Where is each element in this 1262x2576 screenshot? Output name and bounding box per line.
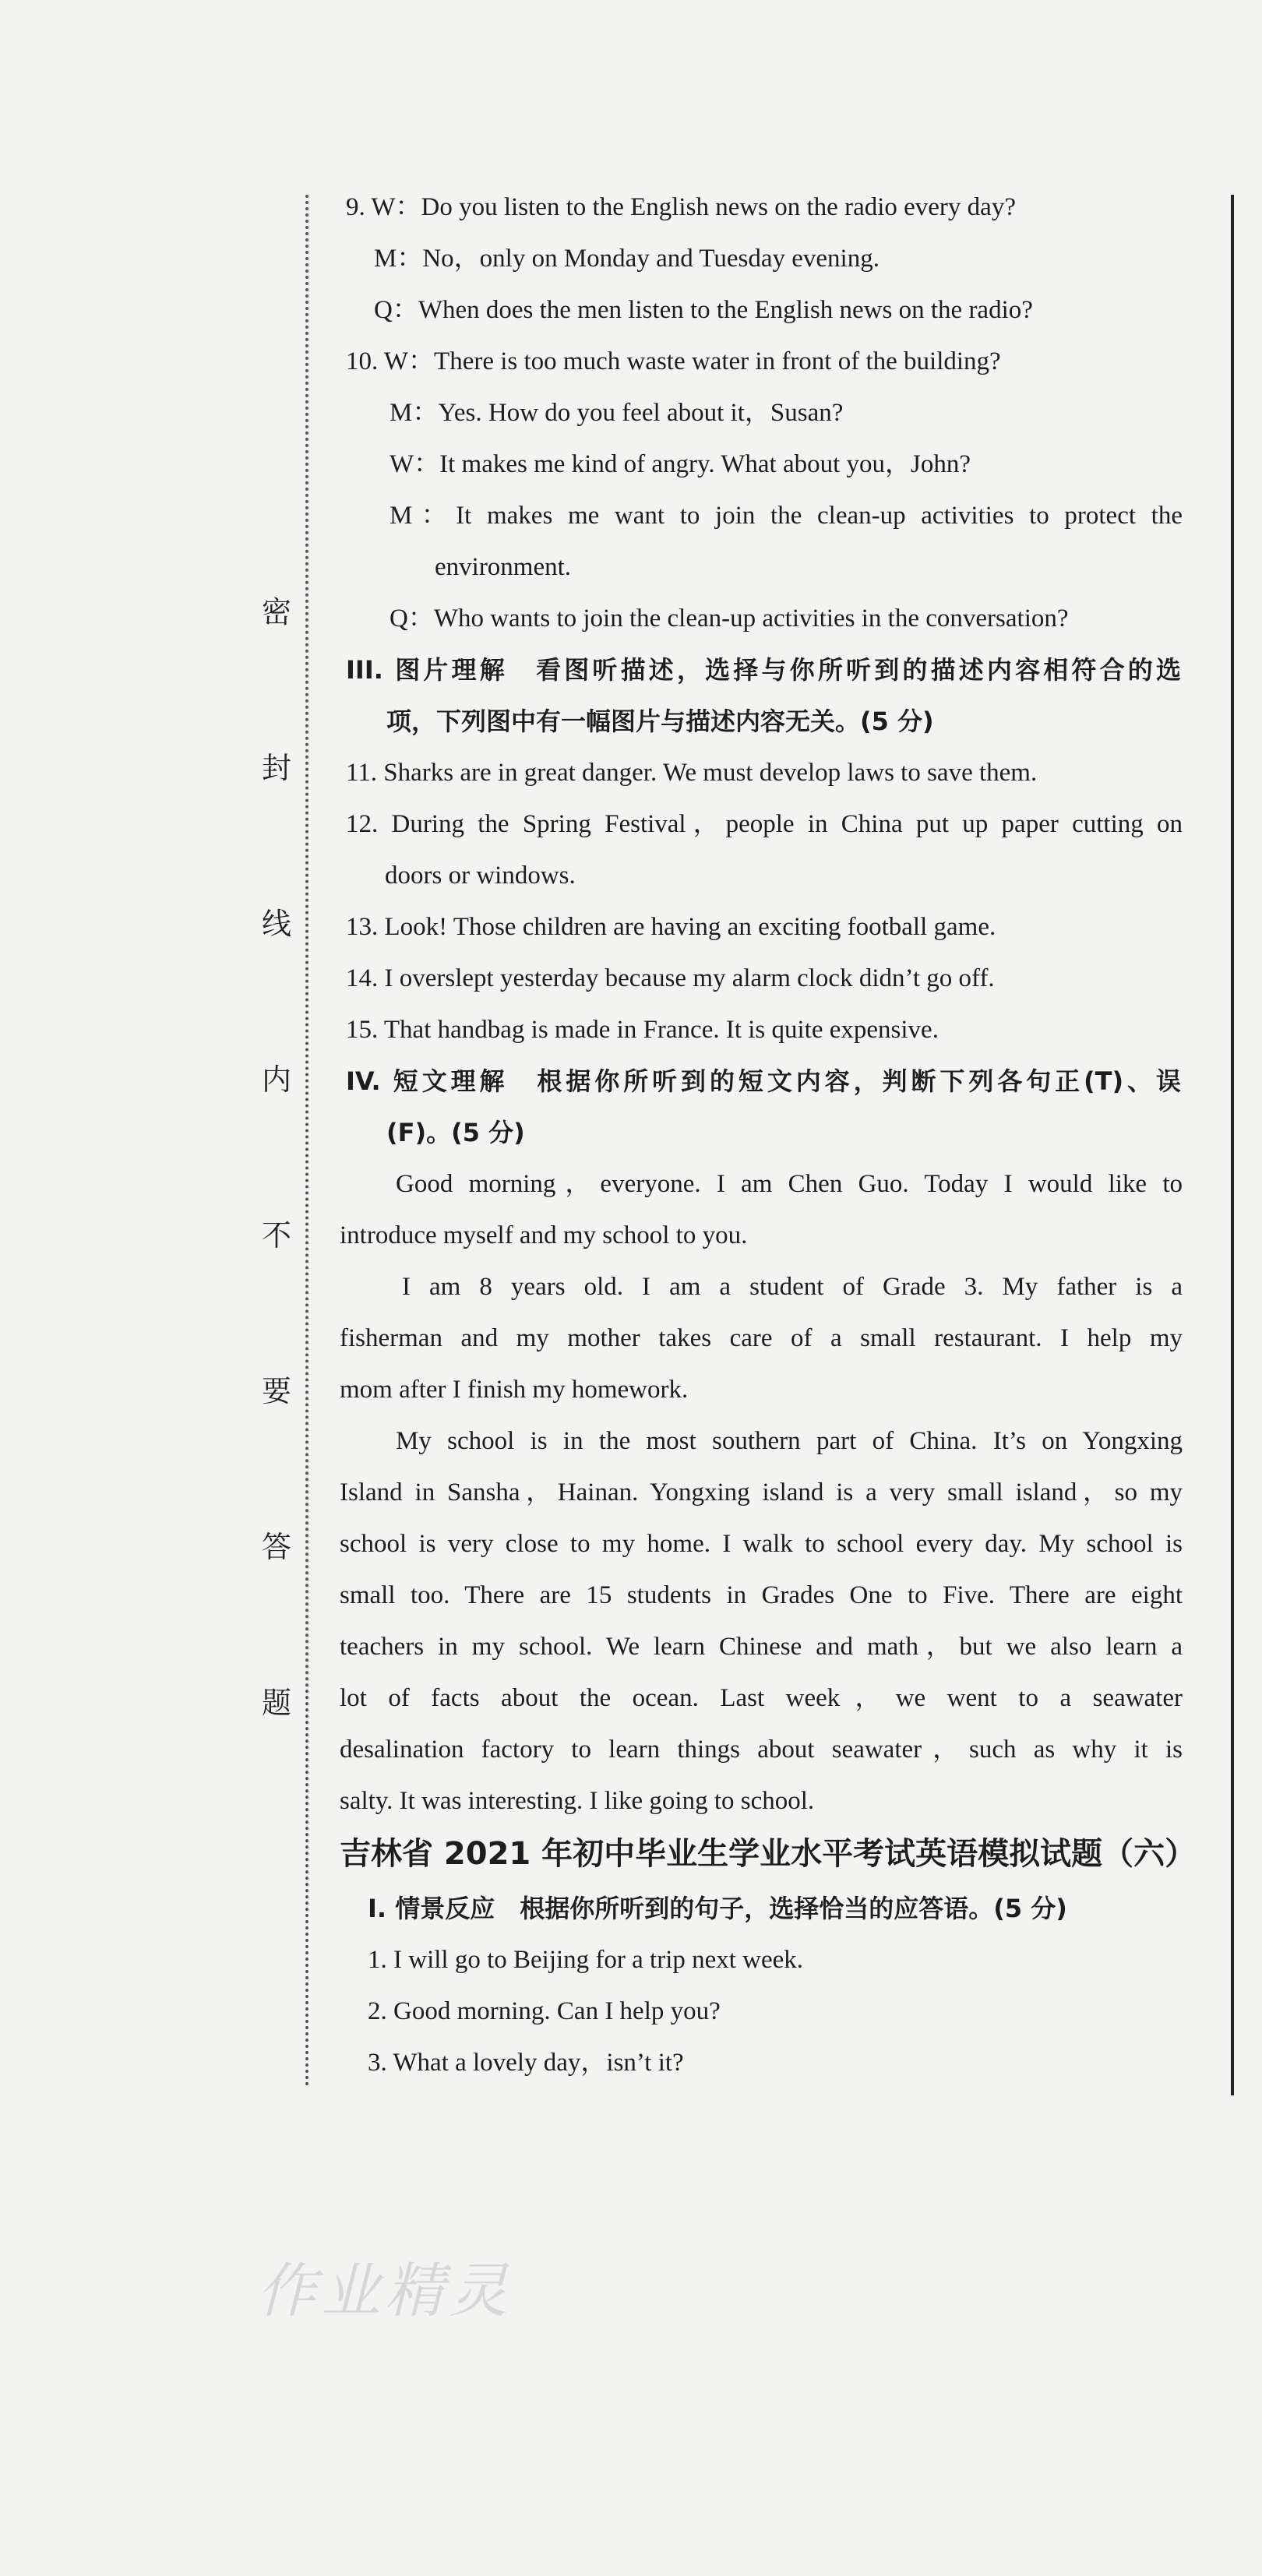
passage-line: introduce myself and my school to you. [340, 1221, 748, 1249]
item-line: 1. I will go to Beijing for a trip next week. [368, 1946, 804, 1974]
passage-line: school is very close to my home. I walk to school every day. My school is [340, 1530, 1183, 1558]
passage-line: small too. There are 15 students in Grades One to Five. There are eight [340, 1581, 1183, 1609]
seal-char: 密 [261, 595, 291, 629]
question-line: Q：Who wants to join the clean-up activities in the conversation? [390, 604, 1069, 633]
section-heading: (F)。(5 分) [386, 1118, 525, 1147]
passage-line: fisherman and my mother takes care of a small restaurant. I help my [340, 1324, 1183, 1352]
seal-char: 内 [261, 1062, 291, 1097]
item-line: 2. Good morning. Can I help you? [368, 1997, 721, 2025]
section-heading: IV. 短文理解 根据你所听到的短文内容，判断下列各句正(T)、误 [346, 1066, 1181, 1096]
passage-line: teachers in my school. We learn Chinese and math，but we also learn a [340, 1633, 1183, 1661]
passage-line: Good morning，everyone. I am Chen Guo. Today I would like to [396, 1170, 1183, 1198]
passage-line: Island in Sansha，Hainan. Yongxing island is a very small island，so my [340, 1478, 1183, 1506]
dialogue-line: M：No，only on Monday and Tuesday evening. [374, 245, 880, 273]
passage-line: My school is in the most southern part of China. It’s on Yongxing [396, 1427, 1183, 1455]
dialogue-line: W：It makes me kind of angry. What about you，John? [390, 450, 971, 478]
question-line: Q：When does the men listen to the English news on the radio? [374, 296, 1033, 324]
dialogue-line: 9. W：Do you listen to the English news on the radio every day? [346, 193, 1016, 221]
seal-dotted-line [305, 195, 308, 2088]
section-heading: I. 情景反应 根据你所听到的句子，选择恰当的应答语。(5 分) [368, 1894, 1067, 1923]
item-line: 11. Sharks are in great danger. We must develop laws to save them. [346, 759, 1038, 787]
seal-char: 题 [261, 1686, 291, 1720]
item-line: 13. Look! Those children are having an exciting football game. [346, 913, 996, 941]
item-line: 3. What a lovely day，isn’t it? [368, 2049, 684, 2077]
dialogue-line: M：It makes me want to join the clean-up activities to protect the [390, 502, 1183, 530]
seal-char: 封 [261, 751, 291, 785]
section-heading: III. 图片理解 看图听描述，选择与你所听到的描述内容相符合的选 [346, 655, 1181, 685]
passage-line: lot of facts about the ocean. Last week，we went to a seawater [340, 1684, 1183, 1712]
seal-char: 要 [261, 1374, 291, 1408]
passage-line: I am 8 years old. I am a student of Grade 3. My father is a [402, 1273, 1183, 1301]
item-line: doors or windows. [385, 862, 576, 890]
seal-char: 不 [261, 1218, 291, 1253]
watermark: 作业精灵 [257, 2256, 513, 2325]
seal-char: 答 [261, 1530, 291, 1564]
section-heading: 项，下列图中有一幅图片与描述内容无关。(5 分) [386, 707, 934, 736]
passage-line: mom after I finish my homework. [340, 1376, 689, 1404]
test-title: 吉林省 2021 年初中毕业生学业水平考试英语模拟试题（六） [340, 1836, 1197, 1872]
item-line: 14. I overslept yesterday because my alarm clock didn’t go off. [346, 964, 995, 992]
dialogue-line: environment. [435, 553, 572, 581]
dialogue-line: M：Yes. How do you feel about it，Susan? [390, 399, 844, 427]
passage-line: salty. It was interesting. I like going to school. [340, 1787, 815, 1815]
item-line: 15. That handbag is made in France. It is quite expensive. [346, 1016, 939, 1044]
dialogue-line: 10. W：There is too much waste water in front of the building? [346, 347, 1001, 375]
passage-line: desalination factory to learn things about seawater，such as why it is [340, 1736, 1183, 1764]
right-border-line [1231, 195, 1234, 2095]
seal-char: 线 [261, 907, 291, 941]
item-line: 12. During the Spring Festival，people in China put up paper cutting on [346, 810, 1183, 838]
